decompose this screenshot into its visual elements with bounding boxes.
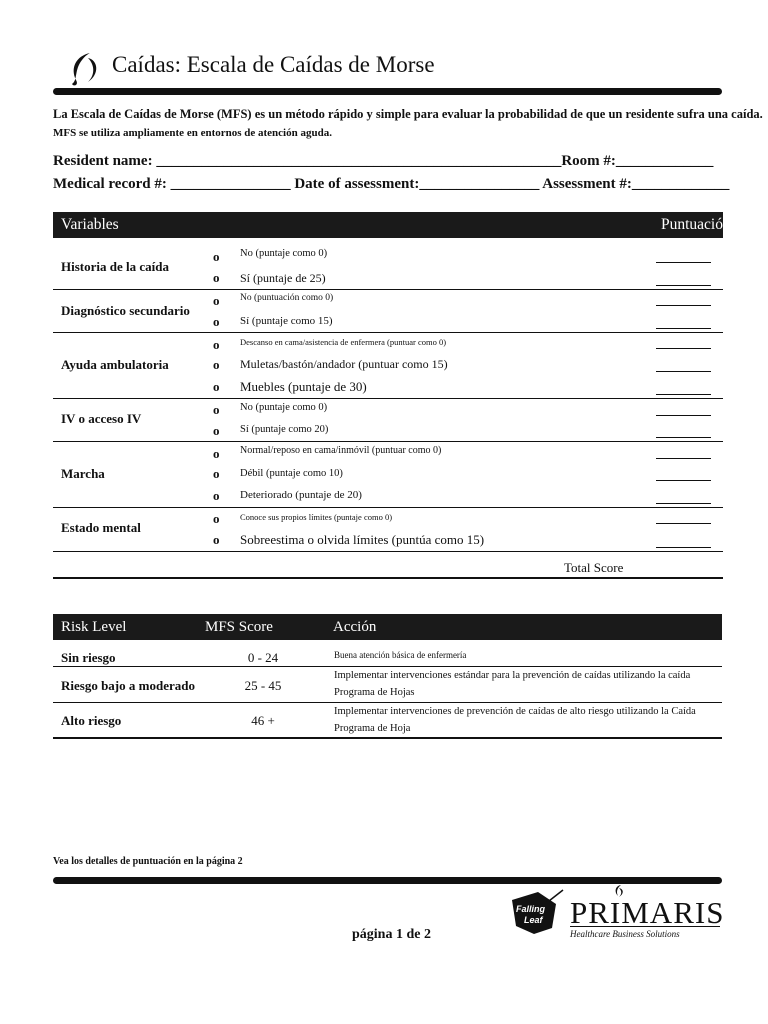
option-text: No (puntaje como 0) [240, 402, 328, 413]
group-label: Diagnóstico secundario [61, 303, 190, 318]
page-number: página 1 de 2 [352, 927, 431, 942]
score-blank[interactable] [656, 523, 711, 524]
action-cell: Implementar intervenciones de prevención de caídas de alto riesgo utilizando la Caída Programa de Hoja [334, 706, 696, 734]
option-text: Sí (puntaje como 15) [240, 315, 333, 327]
score-blank[interactable] [656, 262, 711, 263]
scoring-note: Vea los detalles de puntuación en la página 2 [53, 856, 243, 867]
option-bullet: o [213, 293, 220, 308]
action-header: Acción [333, 619, 377, 635]
option-text: No (puntuación como 0) [240, 293, 334, 303]
option-text: No (puntaje como 0) [240, 248, 328, 259]
intro-text-2: MFS se utiliza ampliamente en entornos de atención aguda. [53, 127, 332, 139]
primaris-tagline: Healthcare Business Solutions [570, 929, 680, 939]
table-bottom-rule [53, 577, 723, 579]
option-text: Deteriorado (puntaje de 20) [240, 489, 362, 501]
score-blank[interactable] [656, 415, 711, 416]
option-bullet: o [213, 337, 220, 352]
option-text: Débil (puntaje como 10) [240, 468, 343, 479]
page-title: Caídas: Escala de Caídas de Morse [112, 52, 435, 77]
option-bullet: o [213, 357, 220, 372]
risk-level-cell: Alto riesgo [61, 713, 122, 728]
svg-text:Falling: Falling [516, 904, 545, 914]
risk-level-cell: Sin riesgo [61, 650, 116, 665]
score-blank[interactable] [656, 458, 711, 459]
action-cell: Implementar intervenciones estándar para la prevención de caídas utilizando la caída Programa de Hojas [334, 670, 691, 698]
score-column-header: Puntuación [661, 216, 731, 233]
record-fields: Medical record #: ________________ Date of assessment:________________ Assessment #:_____________ [53, 176, 730, 192]
option-bullet: o [213, 402, 220, 417]
primaris-divider [570, 926, 720, 927]
risk-level-cell: Riesgo bajo a moderado [61, 678, 195, 693]
risk-level-header: Risk Level [61, 619, 127, 635]
option-bullet: o [213, 466, 220, 481]
mfs-score-cell: 46 + [251, 713, 275, 728]
score-blank[interactable] [656, 437, 711, 438]
score-blank[interactable] [656, 328, 711, 329]
score-blank[interactable] [656, 371, 711, 372]
group-label: Estado mental [61, 520, 141, 535]
score-blank[interactable] [656, 394, 711, 395]
total-score-label: Total Score [564, 560, 624, 575]
group-label: Historia de la caída [61, 259, 169, 274]
row-separator [53, 441, 723, 442]
action-cell: Buena atención básica de enfermería [334, 650, 467, 660]
score-blank[interactable] [656, 305, 711, 306]
score-blank[interactable] [656, 547, 711, 548]
variables-table-header [53, 212, 731, 238]
option-text: Muebles (puntaje de 30) [240, 379, 367, 394]
row-separator [53, 289, 723, 290]
option-bullet: o [213, 488, 220, 503]
resident-fields: Resident name: ______________________________________________________Room #:_____________ [53, 153, 714, 169]
row-separator [53, 332, 723, 333]
falling-leaf-logo-icon [508, 888, 568, 938]
group-label: Marcha [61, 466, 105, 481]
swirl-logo-icon [68, 50, 102, 88]
mfs-score-header: MFS Score [205, 619, 273, 635]
option-bullet: o [213, 249, 220, 264]
score-blank[interactable] [656, 285, 711, 286]
option-text: Conoce sus propios límites (puntaje como 0) [240, 512, 393, 522]
group-label: IV o acceso IV [61, 411, 142, 426]
option-bullet: o [213, 423, 220, 438]
option-text: Normal/reposo en cama/inmóvil (puntuar como 0) [240, 445, 442, 456]
variables-column-header: Variables [61, 216, 119, 233]
score-blank[interactable] [656, 503, 711, 504]
row-separator [53, 551, 723, 552]
option-bullet: o [213, 270, 220, 285]
option-text: Sobreestima o olvida límites (puntúa como 15) [240, 532, 485, 547]
row-separator [53, 507, 723, 508]
risk-table-bottom-rule [53, 737, 722, 739]
score-blank[interactable] [656, 348, 711, 349]
mfs-score-cell: 0 - 24 [247, 650, 279, 665]
header-divider [53, 88, 722, 95]
score-blank[interactable] [656, 480, 711, 481]
option-bullet: o [213, 379, 220, 394]
risk-table-header [53, 614, 722, 640]
option-text: Muletas/bastón/andador (puntuar como 15) [240, 357, 448, 371]
option-text: Descanso en cama/asistencia de enfermera (puntuar como 0) [240, 337, 447, 347]
primaris-logo: PRIMARIS [570, 895, 725, 930]
option-bullet: o [213, 314, 220, 329]
intro-text: La Escala de Caídas de Morse (MFS) es un método rápido y simple para evaluar la probabilidad de que un residente sufra una caída. [53, 107, 763, 121]
option-bullet: o [213, 511, 220, 526]
mfs-score-cell: 25 - 45 [244, 678, 282, 693]
option-text: Sí (puntaje de 25) [240, 271, 326, 285]
row-separator [53, 398, 723, 399]
option-bullet: o [213, 532, 220, 547]
option-text: Sí (puntaje como 20) [240, 424, 329, 435]
footer-divider [53, 877, 722, 884]
group-label: Ayuda ambulatoria [61, 357, 169, 372]
option-bullet: o [213, 446, 220, 461]
svg-text:Leaf: Leaf [524, 915, 543, 925]
